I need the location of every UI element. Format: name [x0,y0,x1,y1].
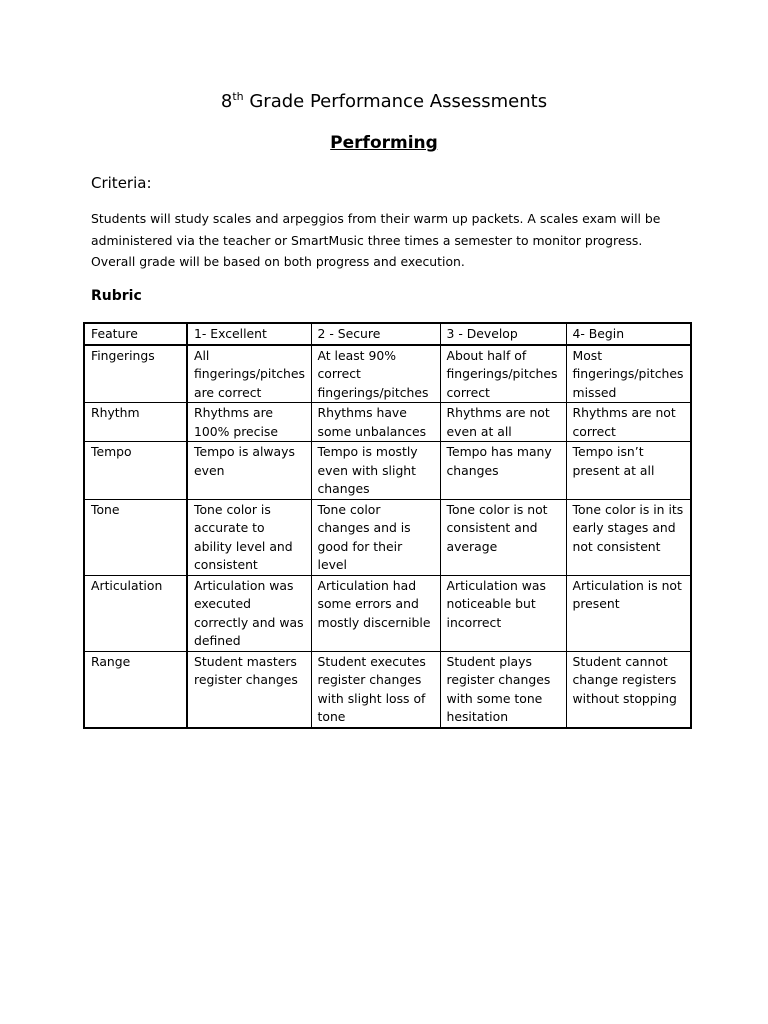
rubric-cell: Student masters register changes [187,651,311,728]
rubric-cell: Tempo is mostly even with slight changes [311,442,440,500]
rubric-row-articulation [84,575,691,651]
rubric-cell: All fingerings/pitches are correct [187,345,311,403]
rubric-cell: At least 90% correct fingerings/pitches [311,345,440,403]
header-feature: Feature [84,323,187,345]
title-superscript: th [232,90,244,103]
rubric-cell: Tone color is not consistent and average [440,499,566,575]
page-title [0,89,768,115]
title-prefix: 8 [220,91,233,112]
rubric-cell: Articulation was executed correctly and was defined [187,575,311,651]
rubric-cell: About half of fingerings/pitches correct [440,345,566,403]
criteria-heading: Criteria: [91,174,152,192]
rubric-cell: Most fingerings/pitches missed [566,345,691,403]
rubric-cell: Articulation is not present [566,575,691,651]
row-feature-cell: Fingerings [84,345,187,403]
title-suffix: Grade Performance Assessments [243,91,548,112]
row-feature-cell: Articulation [84,575,187,651]
header-begin: 4- Begin [566,323,691,345]
rubric-cell: Rhythms are 100% precise [187,403,311,442]
header-secure: 2 - Secure [311,323,440,345]
rubric-table [83,322,692,729]
header-excellent: 1- Excellent [187,323,311,345]
rubric-cell: Rhythms are not correct [566,403,691,442]
rubric-row-tone [84,499,691,575]
rubric-cell: Rhythms have some unbalances [311,403,440,442]
rubric-row-tempo [84,442,691,500]
rubric-cell: Tone color is in its early stages and not consistent [566,499,691,575]
row-feature-cell: Rhythm [84,403,187,442]
rubric-cell: Rhythms are not even at all [440,403,566,442]
row-feature-cell: Range [84,651,187,728]
rubric-cell: Articulation was noticeable but incorrect [440,575,566,651]
rubric-cell: Student cannot change registers without stopping [566,651,691,728]
rubric-row-range [84,651,691,728]
rubric-cell: Tempo has many changes [440,442,566,500]
header-develop: 3 - Develop [440,323,566,345]
rubric-cell: Student plays register changes with some tone hesitation [440,651,566,728]
rubric-cell: Tone color is accurate to ability level and consistent [187,499,311,575]
rubric-cell: Articulation had some errors and mostly discernible [311,575,440,651]
rubric-heading: Rubric [91,288,142,304]
rubric-cell: Tempo is always even [187,442,311,500]
row-feature-cell: Tone [84,499,187,575]
rubric-row-rhythm [84,403,691,442]
criteria-paragraph: Students will study scales and arpeggios from their warm up packets. A scales exam will be administered via the teacher or SmartMusic three times a semester to monitor progress. Overall grade will be based on both progress and execution. [91,211,661,270]
rubric-header-row [84,323,691,345]
row-feature-cell: Tempo [84,442,187,500]
rubric-cell: Student executes register changes with slight loss of tone [311,651,440,728]
rubric-cell: Tone color changes and is good for their level [311,499,440,575]
section-heading: Performing [330,133,438,153]
rubric-row-fingerings [84,345,691,403]
rubric-cell: Tempo isn’t present at all [566,442,691,500]
